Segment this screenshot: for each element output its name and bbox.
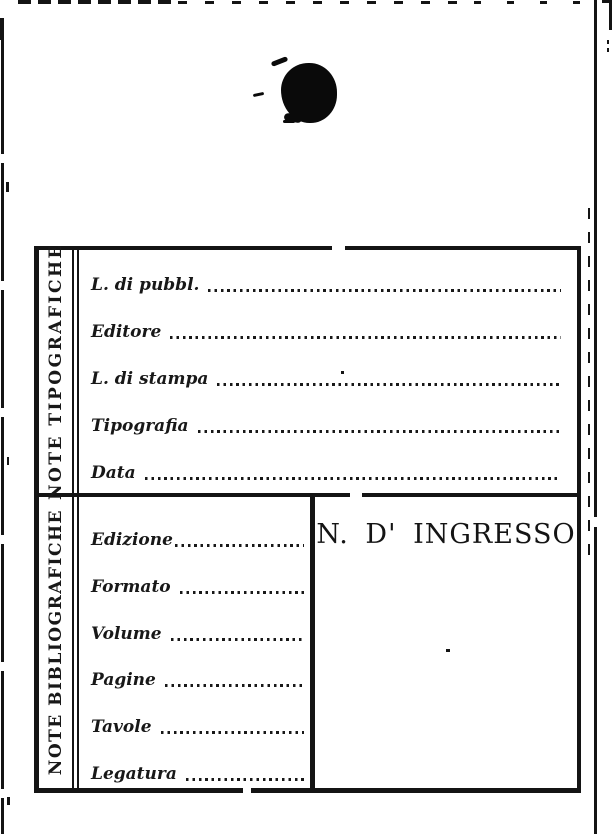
fill-in-dotted-line	[180, 591, 304, 594]
field-row	[91, 764, 304, 784]
fill-in-dotted-line	[145, 477, 561, 480]
ink-splatter-mark	[253, 92, 264, 97]
scan-right-edge-dashes	[588, 208, 590, 564]
field-row	[91, 416, 561, 436]
field-label: Tipografia	[91, 416, 189, 436]
scan-top-edge-dashes	[474, 1, 600, 4]
section-title-vertical: NOTE TIPOGRAFICHE	[45, 243, 66, 500]
fill-in-dotted-line	[198, 430, 561, 433]
fill-in-dotted-line	[217, 383, 561, 386]
section-note-bibliografiche	[39, 493, 577, 788]
field-label: L. di stampa	[91, 369, 209, 389]
fill-in-dotted-line	[175, 544, 304, 547]
double-rule-divider	[72, 497, 79, 788]
print-break	[350, 491, 362, 498]
scan-speck	[607, 40, 609, 52]
side-label-column	[39, 243, 72, 500]
side-label-column	[39, 497, 72, 788]
scan-right-corner-mark	[609, 0, 612, 30]
field-label: Pagine	[91, 670, 156, 691]
field-row	[91, 717, 304, 737]
ingresso-box	[315, 497, 577, 788]
print-break	[243, 787, 251, 795]
fill-in-dotted-line	[170, 336, 561, 339]
scan-top-edge-dashes	[18, 0, 174, 4]
field-row	[91, 670, 304, 690]
fill-in-dotted-line	[165, 684, 304, 687]
field-label: Tavole	[91, 717, 152, 738]
field-row	[91, 624, 304, 644]
field-label: Legatura	[91, 763, 177, 784]
field-row	[91, 577, 304, 597]
field-label: Editore	[91, 322, 162, 342]
fill-in-dotted-line	[171, 638, 304, 641]
print-break	[332, 244, 345, 252]
field-row	[91, 463, 561, 483]
fill-in-dotted-line	[161, 731, 304, 734]
field-label: Formato	[91, 576, 171, 597]
fill-in-dotted-line	[208, 289, 561, 292]
field-row	[91, 275, 561, 295]
field-row	[91, 530, 304, 550]
fields-bibliografiche	[79, 497, 310, 788]
ink-splatter-mark	[271, 56, 289, 67]
ingresso-title: N. D' INGRESSO	[316, 519, 576, 550]
section-note-tipografiche	[39, 243, 577, 500]
field-label: Data	[91, 463, 136, 483]
fields-tipografiche	[79, 250, 577, 493]
scan-speck	[7, 797, 10, 805]
catalog-card-form	[34, 243, 581, 793]
section-title-vertical: NOTE BIBLIOGRAFICHE	[45, 509, 66, 776]
field-row	[91, 369, 561, 389]
field-label: Edizione	[91, 530, 173, 550]
scan-speck	[7, 457, 9, 465]
fill-in-dotted-line	[186, 778, 304, 781]
scan-speck	[6, 182, 9, 192]
double-rule-divider	[72, 250, 79, 493]
ink-splatter-mark	[283, 120, 295, 123]
field-label: L. di pubbl.	[91, 275, 200, 295]
scan-right-corner-mark	[602, 0, 612, 3]
scan-right-edge-line	[594, 0, 597, 834]
scan-top-edge-dashes	[178, 1, 468, 4]
field-label: Volume	[91, 623, 162, 644]
scan-left-edge-line	[1, 36, 4, 834]
field-row	[91, 322, 561, 342]
